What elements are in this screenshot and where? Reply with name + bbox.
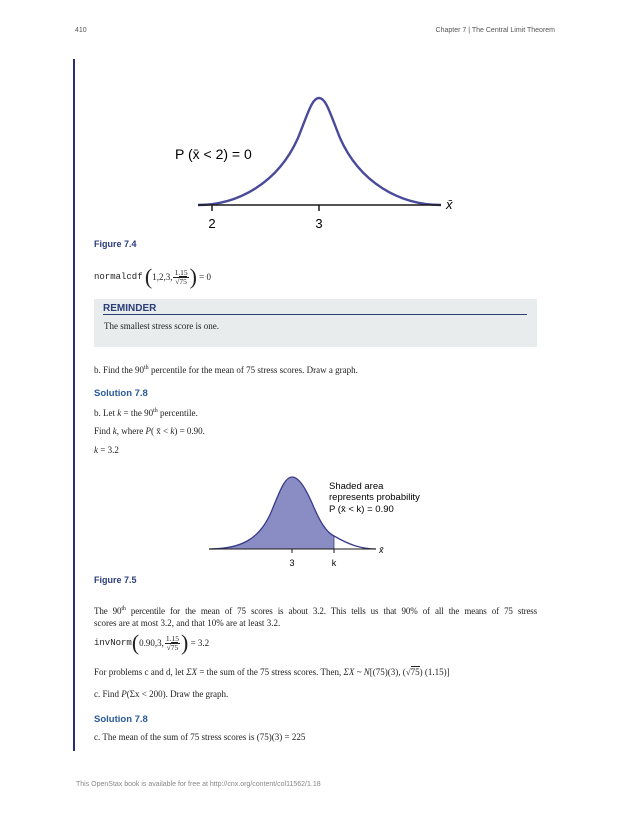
page-number: 410	[75, 27, 87, 34]
invnorm-result: = 3.2	[190, 638, 210, 648]
sidebar-rule	[73, 59, 75, 751]
normalcdf-args: 1,2,3,	[152, 272, 173, 282]
tick-label-3: 3	[315, 216, 323, 231]
normalcdf-denominator: 75	[179, 276, 187, 286]
figure-7-4-label: Figure 7.4	[94, 239, 137, 249]
reminder-text: The smallest stress score is one.	[104, 321, 219, 331]
normalcdf-func: normalcdf	[94, 272, 143, 282]
normalcdf-numerator: 1.15	[174, 267, 188, 277]
figure-7-4-graph	[160, 88, 470, 233]
figure-7-5-label: Figure 7.5	[94, 575, 137, 585]
invnorm-func: invNorm	[94, 638, 132, 648]
solution-heading-2: Solution 7.8	[94, 714, 148, 725]
reminder-title: REMINDER	[103, 303, 157, 314]
tick-label-k: k	[331, 558, 337, 568]
solution-2-text: c. The mean of the sum of 75 stress scores is (75)(3) = 225	[94, 732, 306, 742]
tick-label-2: 2	[208, 216, 216, 231]
part-b-question: b. Find the 90th percentile for the mean of 75 stress scores. Draw a graph.	[94, 365, 358, 375]
percentile-paragraph: The 90th percentile for the mean of 75 scores is about 3.2. This tells us that 90% of all the means of 75 stress scores are at most 3.2, and that 10% are at least 3.2.	[94, 606, 537, 628]
chapter-title: Chapter 7 | The Central Limit Theorem	[435, 27, 555, 34]
part-c-question: c. Find P(Σx < 200). Draw the graph.	[94, 689, 229, 699]
problems-cd-text: For problems c and d, let ΣX = the sum of the 75 stress scores. Then, ΣX ~ N[(75)(3), (√75) (1.15)]	[94, 667, 450, 677]
note-line-1: Shaded area	[329, 481, 384, 492]
invnorm-denominator: 75	[170, 642, 179, 652]
normalcdf-formula: normalcdf (1,2,3, $\frac{1.15}{√75}$ ) = 0	[94, 264, 211, 289]
solution-1-line-3: k = 3.2	[94, 445, 119, 455]
invnorm-formula: invNorm(0.90,3, $\frac{1.15}{√75}$ ) = 3.2	[94, 630, 210, 655]
normalcdf-result: = 0	[199, 272, 211, 282]
footer-text: This OpenStax book is available for free at http://cnx.org/content/col11562/1.18	[76, 781, 321, 788]
solution-1-line-2: Find k, where P( x̄ < k) = 0.90.	[94, 426, 205, 436]
invnorm-numerator: 1.15	[165, 633, 180, 643]
solution-1-line-1: b. Let k = the 90th percentile.	[94, 408, 198, 418]
reminder-box	[94, 299, 537, 347]
invnorm-args: 0.90,3,	[139, 638, 164, 648]
probability-annotation: P (x̄ < 2) = 0	[175, 146, 252, 162]
reminder-rule	[103, 314, 527, 315]
axis-variable: x̄	[379, 545, 384, 555]
note-line-3: P (x̄ < k) = 0.90	[329, 504, 394, 515]
solution-heading-1: Solution 7.8	[94, 388, 148, 399]
shaded-area	[209, 477, 334, 549]
tick-label-3: 3	[289, 558, 295, 568]
note-line-2: represents probability	[329, 492, 420, 503]
figure-7-5-graph	[200, 470, 460, 572]
axis-variable: x̄	[446, 197, 453, 212]
